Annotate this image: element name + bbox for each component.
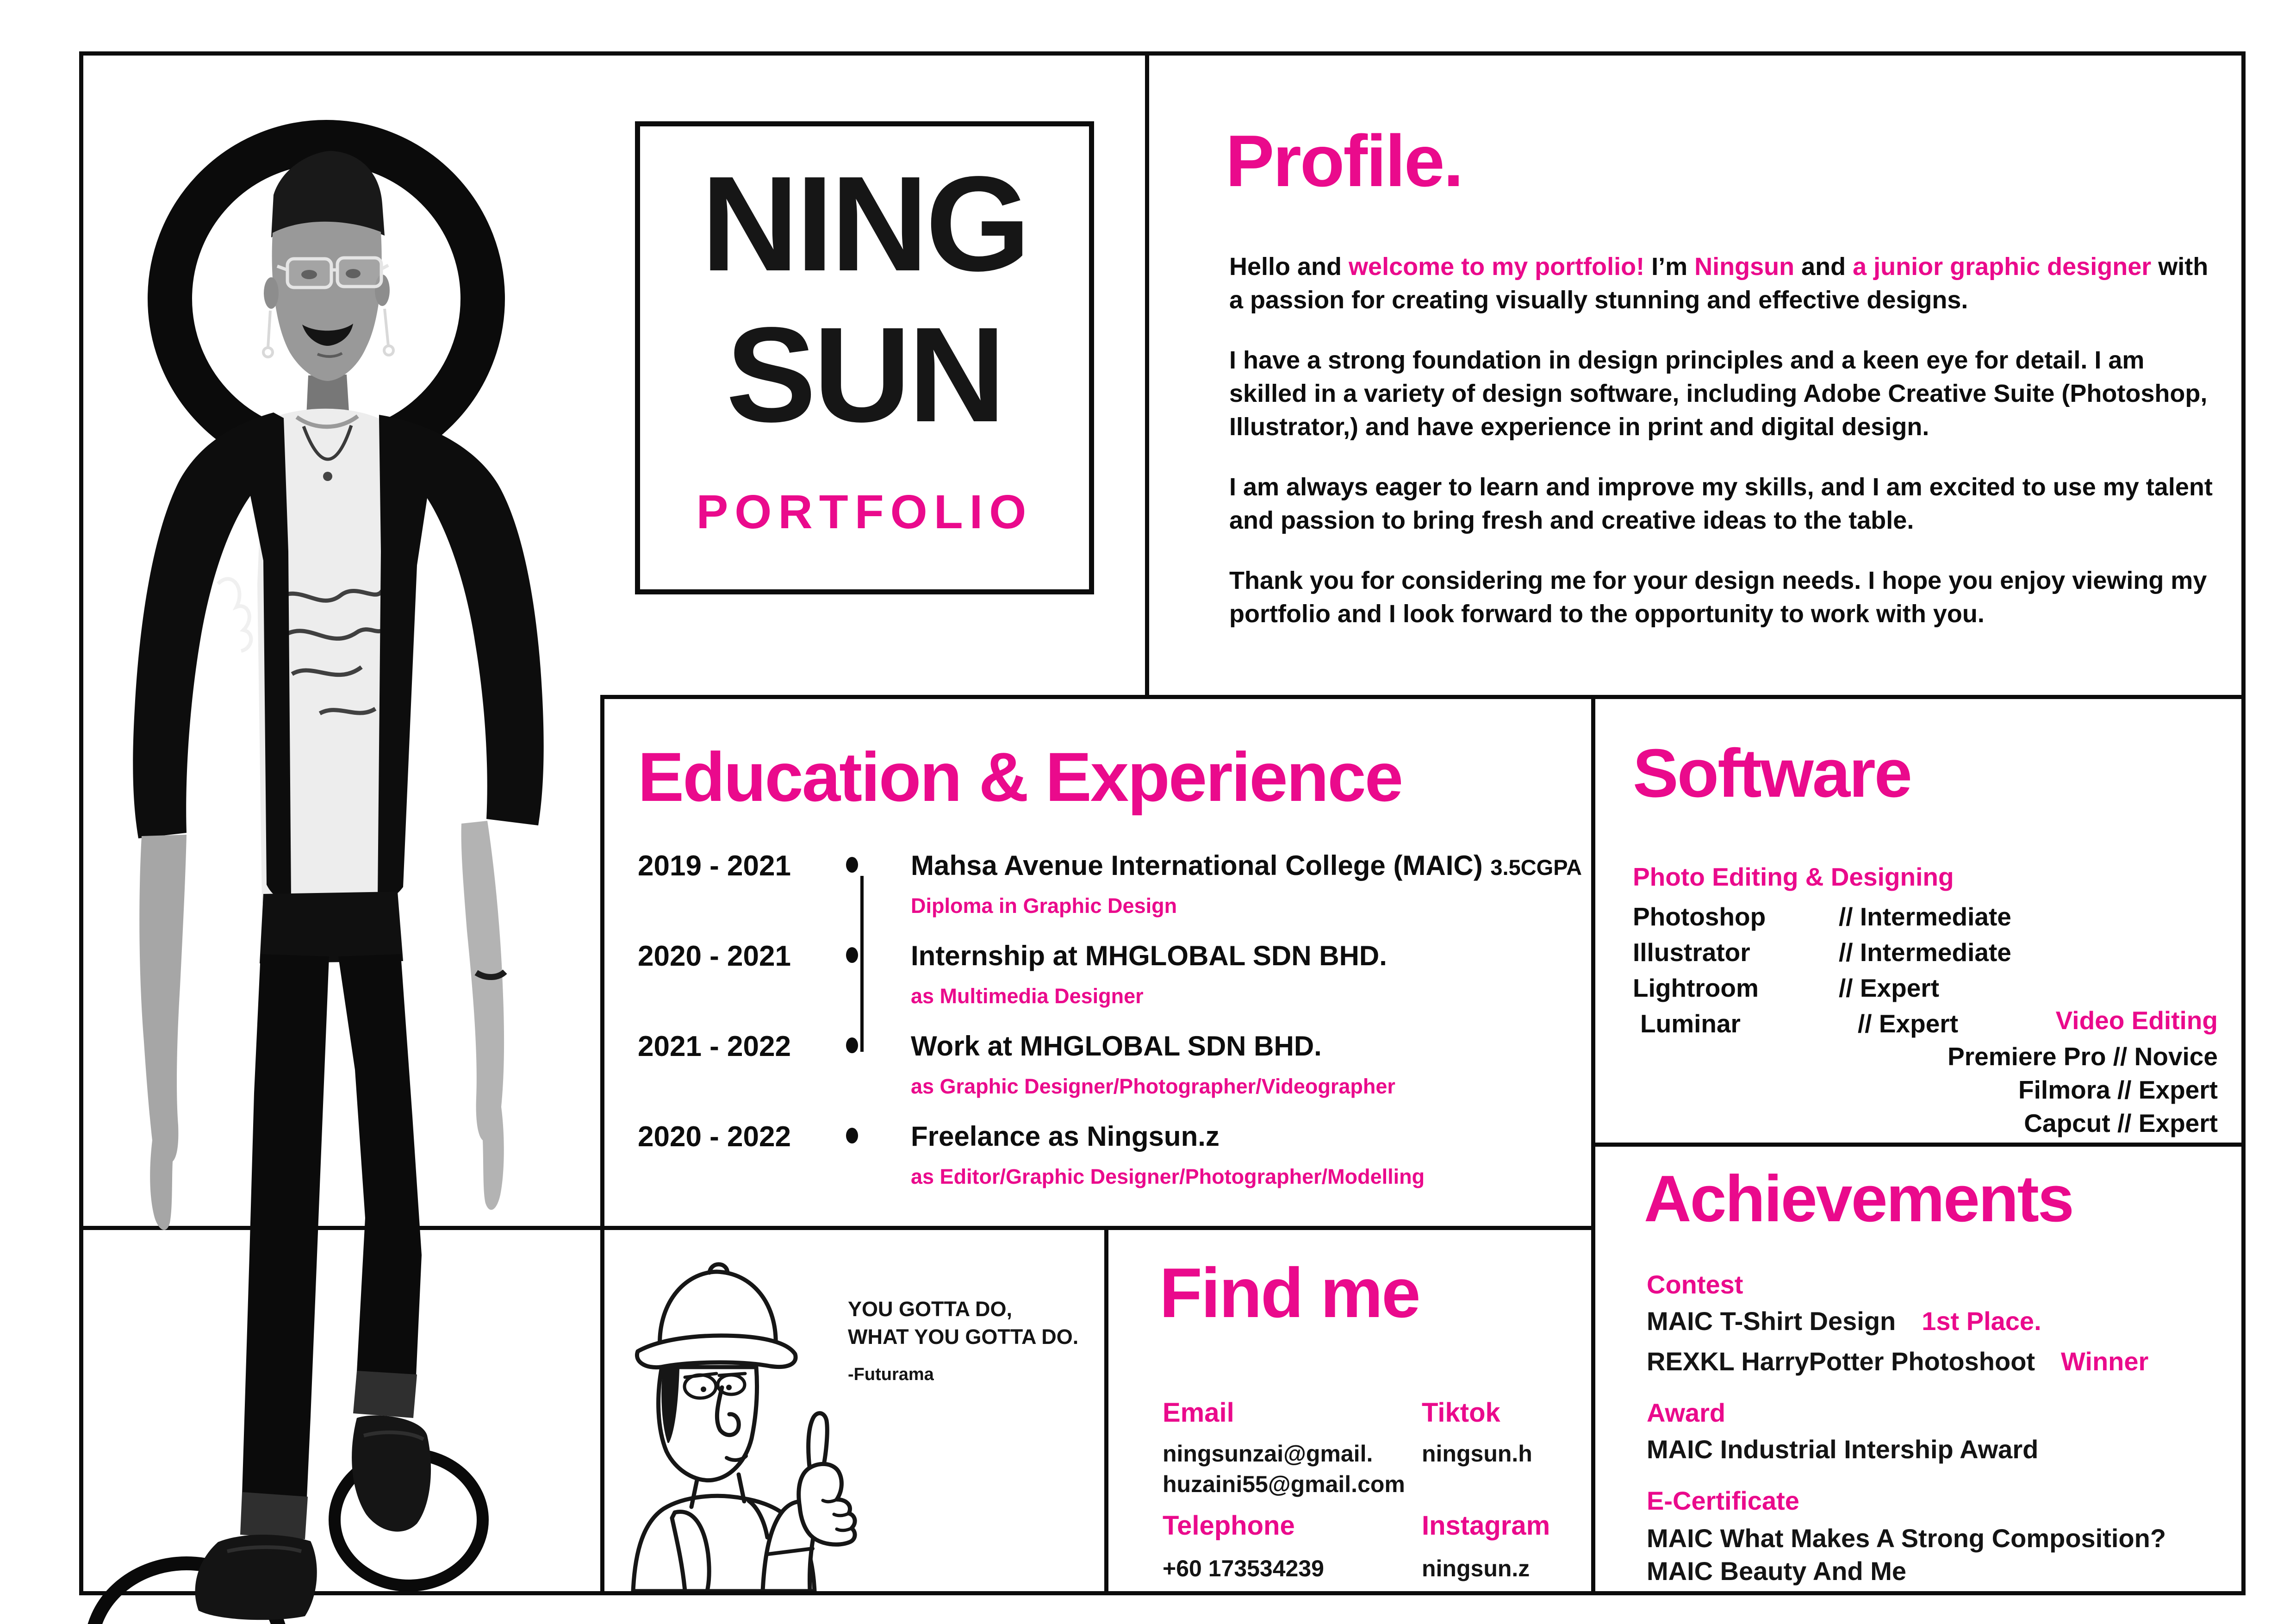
findme-email-block <box>1163 1397 1405 1499</box>
software-title: Software <box>1633 735 1911 812</box>
entry-years: 2019 - 2021 <box>638 850 791 882</box>
profile-paragraph-2: I have a strong foundation in design principles and a keen eye for detail. I am skilled in a variety of design software, including Adobe Creative Suite (Photoshop, Illustrator,) and have experience in print and digital design. <box>1229 346 2208 441</box>
divider-middle-bottom <box>79 1226 1595 1230</box>
software-item: Capcut // Expert <box>2024 1109 2218 1137</box>
achievement-item: MAIC T-Shirt Design 1st Place. <box>1647 1306 2041 1336</box>
achievement-badge: Winner <box>2061 1347 2149 1376</box>
contest-heading: Contest <box>1647 1270 1743 1299</box>
findme-instagram-block <box>1422 1510 1550 1584</box>
instagram-label: Instagram <box>1422 1511 1550 1541</box>
software-item: Luminar // Expert <box>1640 1009 1959 1038</box>
entry-subtitle: as Editor/Graphic Designer/Photographer/Modelling <box>911 1165 1425 1188</box>
video-editing-heading: Video Editing <box>2055 1006 2218 1035</box>
achievements-title: Achievements <box>1644 1162 2073 1236</box>
entry-title: Mahsa Avenue International College (MAIC) 3.5CGPA <box>911 850 1582 881</box>
entry-title: Internship at MHGLOBAL SDN BHD. <box>911 940 1387 971</box>
entry-subtitle: Diploma in Graphic Design <box>911 894 1177 918</box>
profile-paragraph-4: Thank you for considering me for your design needs. I hope you enjoy viewing my portfolio and I look forward to the opportunity to work with you. <box>1229 567 2207 628</box>
quote-block <box>848 1295 1078 1385</box>
profile-paragraph-3: I am always eager to learn and improve my skills, and I am excited to use my talent and passion to bring fresh and creative ideas to the table. <box>1229 473 2213 534</box>
entry-subtitle: as Multimedia Designer <box>911 984 1144 1008</box>
achievement-badge: 1st Place. <box>1922 1306 2041 1336</box>
entry-title: Work at MHGLOBAL SDN BHD. <box>911 1031 1322 1062</box>
brand-box <box>635 121 1094 594</box>
telephone-label: Telephone <box>1163 1511 1295 1541</box>
achievement-item: MAIC What Makes A Strong Composition? <box>1647 1524 2166 1553</box>
software-item: Illustrator // Intermediate <box>1633 938 2011 967</box>
timeline-dot <box>846 947 858 963</box>
divider-brand-profile <box>1145 51 1149 699</box>
entry-subtitle: as Graphic Designer/Photographer/Videographer <box>911 1074 1395 1098</box>
education-title: Education & Experience <box>638 738 1402 816</box>
quote-line-1: YOU GOTTA DO, <box>848 1297 1012 1321</box>
divider-top-middle <box>600 695 2246 699</box>
quote-attribution: -Futurama <box>848 1365 934 1384</box>
instagram-value: ningsun.z <box>1422 1555 1530 1581</box>
achievements-body <box>1647 1269 2166 1586</box>
entry-years: 2020 - 2021 <box>638 940 791 972</box>
findme-title: Find me <box>1159 1254 1419 1332</box>
email-value-1: ningsunzai@gmail. <box>1163 1441 1373 1467</box>
software-item: Photoshop // Intermediate <box>1633 902 2011 931</box>
telephone-value: +60 173534239 <box>1163 1555 1324 1581</box>
achievement-item: REXKL HarryPotter Photoshoot Winner <box>1647 1347 2149 1376</box>
timeline-dot <box>846 1128 858 1143</box>
timeline-dot <box>846 857 858 873</box>
email-value-2: huzaini55@gmail.com <box>1163 1471 1405 1497</box>
award-heading: Award <box>1647 1398 1726 1427</box>
profile-title: Profile. <box>1226 120 1462 202</box>
entry-grade: 3.5CGPA <box>1490 855 1582 880</box>
software-item: Lightroom // Expert <box>1633 974 1940 1002</box>
findme-telephone-block <box>1163 1510 1324 1584</box>
tiktok-value: ningsun.h <box>1422 1441 1532 1467</box>
entry-title: Freelance as Ningsun.z <box>911 1121 1220 1152</box>
achievement-item: MAIC Industrial Intership Award <box>1647 1435 2039 1464</box>
divider-cartoon-findme <box>1104 1226 1108 1595</box>
software-item: Premiere Pro // Novice <box>1948 1042 2218 1071</box>
timeline-dot <box>846 1037 858 1053</box>
software-item: Filmora // Expert <box>2018 1075 2218 1104</box>
ecertificate-heading: E-Certificate <box>1647 1486 1799 1515</box>
profile-body <box>1229 250 2224 657</box>
tiktok-label: Tiktok <box>1422 1398 1500 1428</box>
achievement-item: MAIC Beauty And Me <box>1647 1556 1907 1586</box>
divider-photo-column <box>600 695 604 1595</box>
software-video-editing-list <box>1712 1006 2218 1140</box>
quote-line-2: WHAT YOU GOTTA DO. <box>848 1325 1079 1349</box>
photo-editing-heading: Photo Editing & Designing <box>1633 862 1954 891</box>
findme-tiktok-block <box>1422 1397 1532 1469</box>
entry-years: 2021 - 2022 <box>638 1031 791 1062</box>
profile-intro: Hello and welcome to my portfolio! I’m Ningsun and a junior graphic designer with a passion for creating visually stunning and effective designs. <box>1229 253 2209 314</box>
brand-name-line2: SUN <box>726 299 1003 450</box>
email-label: Email <box>1163 1398 1234 1428</box>
brand-name-line1: NING <box>701 148 1028 299</box>
brand-subtitle: PORTFOLIO <box>696 485 1033 538</box>
timeline-line <box>860 876 864 1052</box>
divider-software-achievements <box>1591 1143 2246 1147</box>
entry-years: 2020 - 2022 <box>638 1121 791 1153</box>
